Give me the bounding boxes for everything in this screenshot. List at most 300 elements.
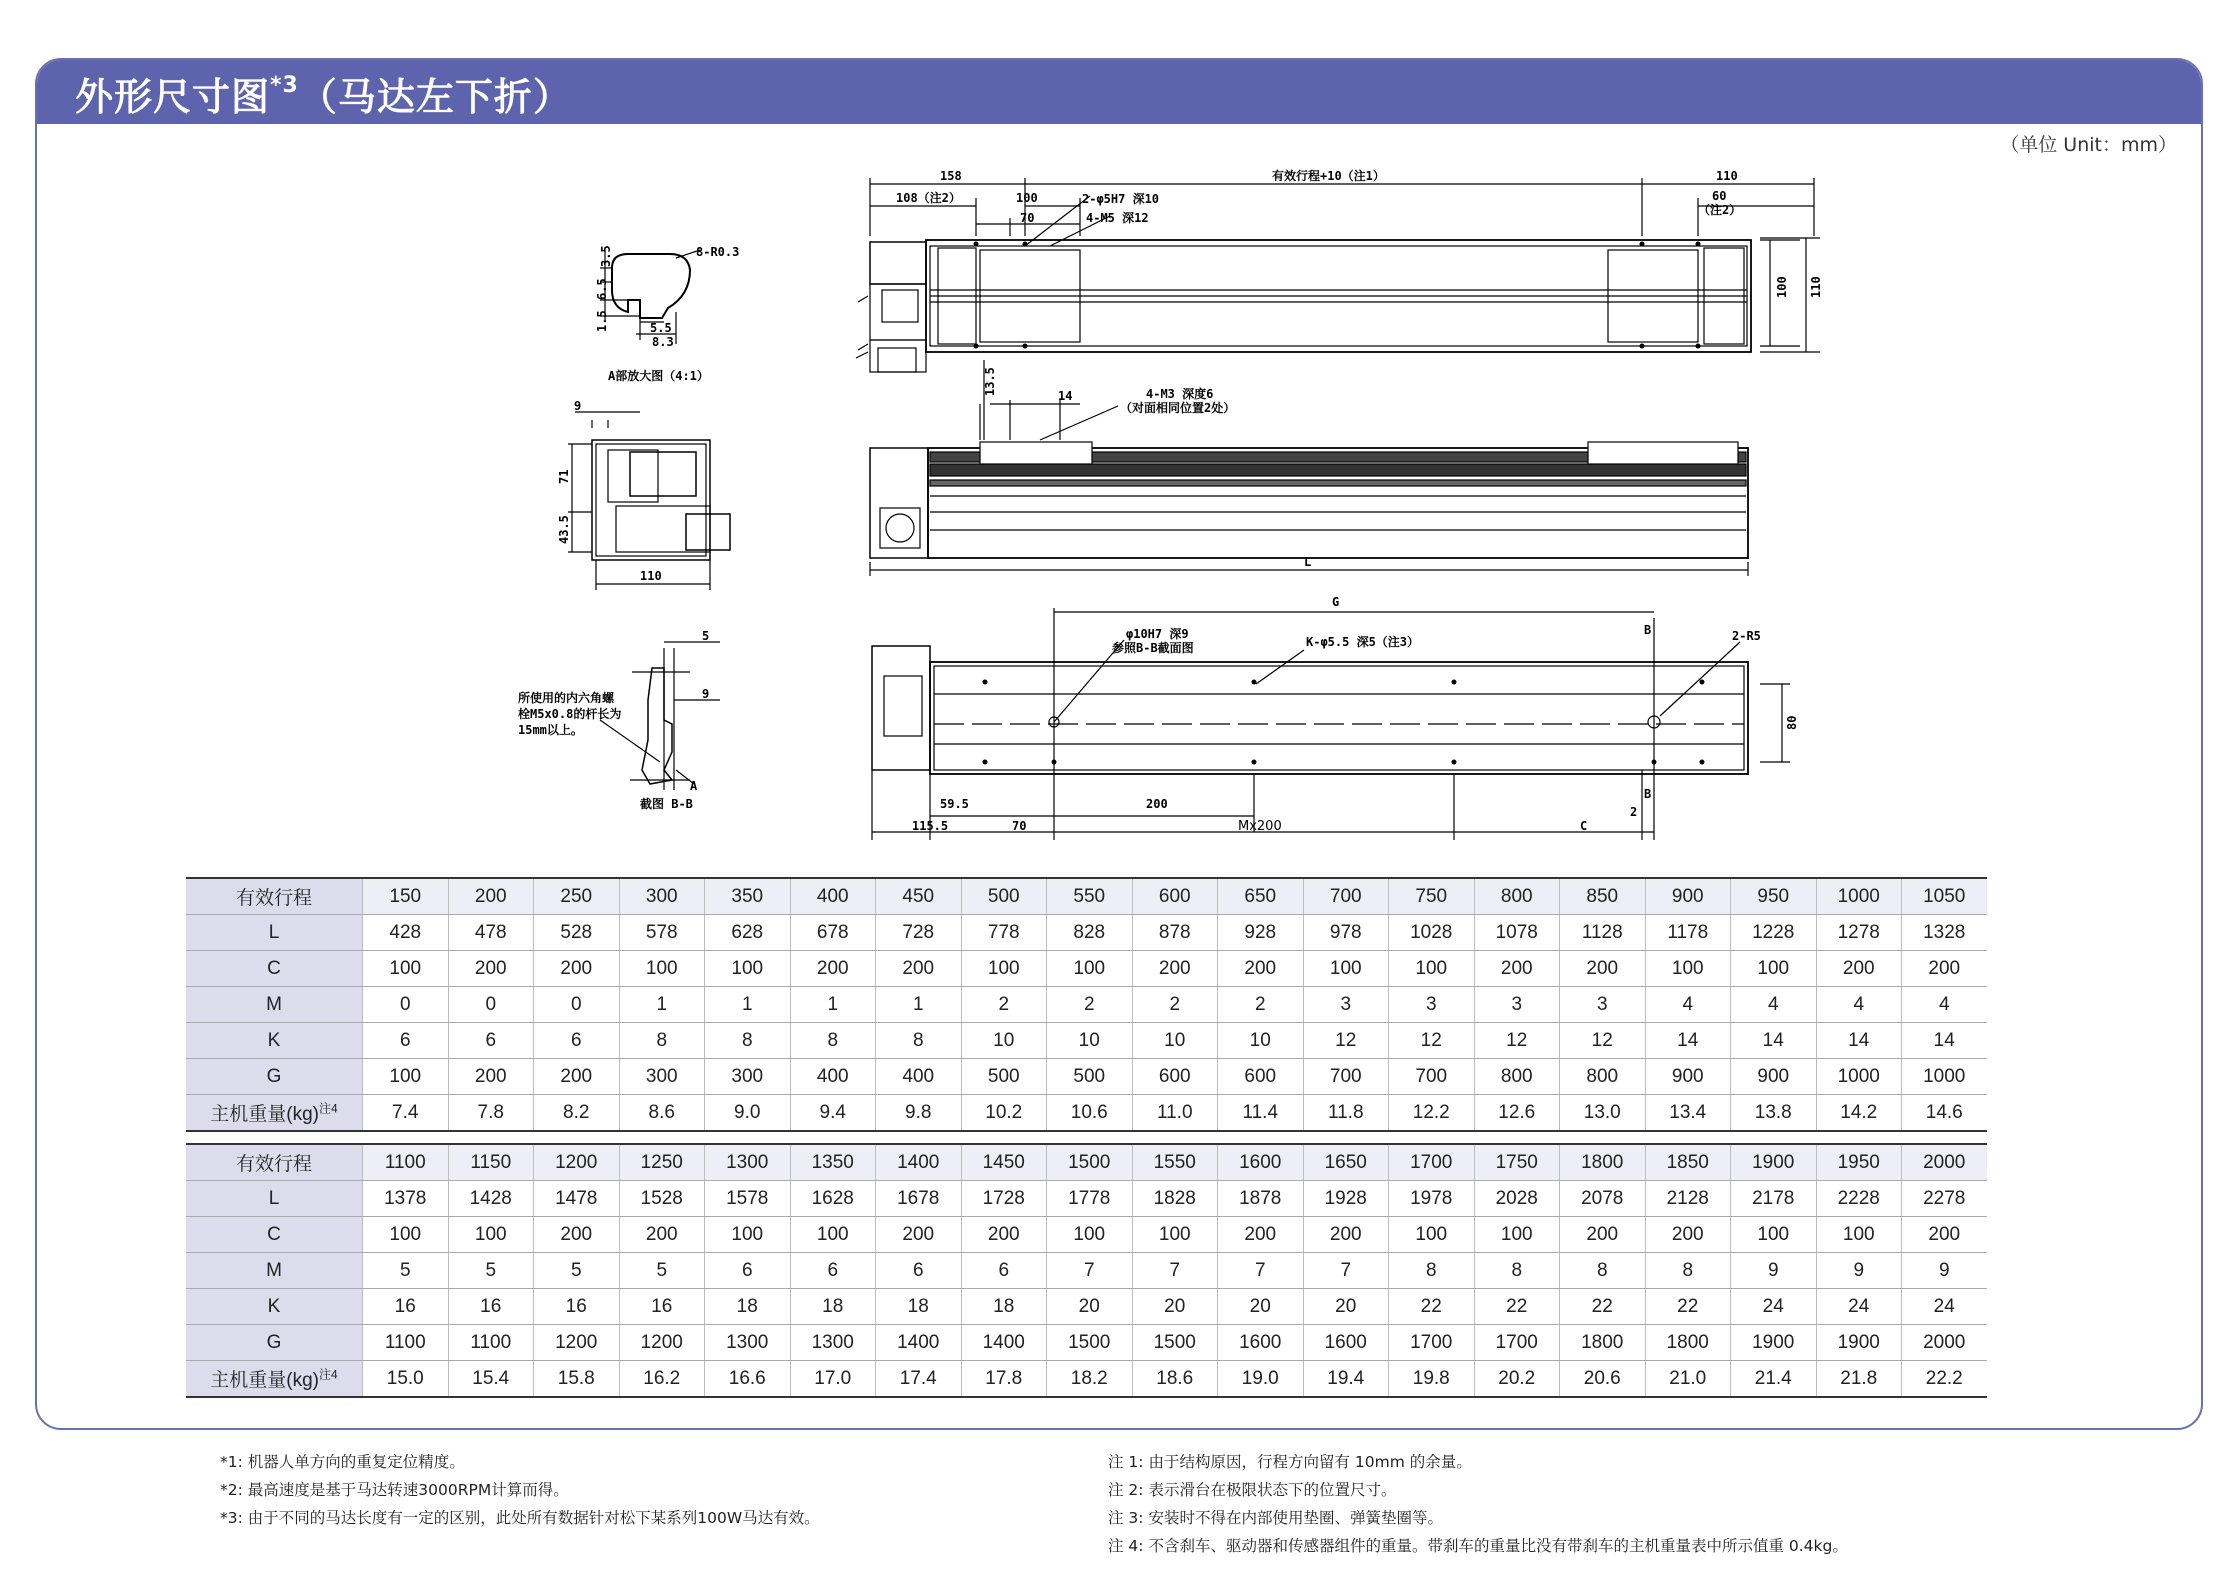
- table-cell: 1778: [1047, 1181, 1133, 1217]
- bottom-dim: 70: [1012, 819, 1027, 833]
- table-cell: 24: [1731, 1289, 1817, 1325]
- table-cell: 200: [1303, 1217, 1389, 1253]
- table-cell: 650: [1218, 878, 1304, 915]
- table-cell: 100: [1047, 1217, 1133, 1253]
- footnote: *2: 最高速度是基于马达转速3000RPM计算而得。: [220, 1481, 569, 1499]
- table-cell: 10: [1218, 1023, 1304, 1059]
- table-cell: 18.6: [1132, 1361, 1218, 1398]
- table-cell: 1800: [1560, 1325, 1646, 1361]
- table-cell: 1328: [1902, 915, 1987, 951]
- table-cell: 1978: [1389, 1181, 1475, 1217]
- top-dim: 100: [1016, 191, 1038, 205]
- table-cell: 12: [1560, 1023, 1646, 1059]
- table-cell: 200: [1218, 1217, 1304, 1253]
- section-note: 栓M5x0.8的杆长为: [518, 707, 622, 721]
- table-row: [186, 1361, 1987, 1398]
- table-cell: 750: [1389, 878, 1475, 915]
- row-label: K: [186, 1023, 363, 1059]
- table-cell: 800: [1474, 1059, 1560, 1095]
- table-cell: 200: [790, 951, 876, 987]
- table-cell: 428: [363, 915, 449, 951]
- top-dim: 110: [1809, 276, 1823, 298]
- table-cell: 14.2: [1816, 1095, 1902, 1132]
- table-cell: 1500: [1047, 1144, 1133, 1181]
- top-dim: 108（注2）: [896, 191, 961, 205]
- top-dim: （注2）: [1698, 203, 1742, 217]
- table-cell: 20: [1303, 1289, 1389, 1325]
- row-label: C: [186, 1217, 363, 1253]
- table-cell: 8: [1560, 1253, 1646, 1289]
- table-cell: 1500: [1047, 1325, 1133, 1361]
- detail-dim: 6.5: [595, 278, 609, 300]
- table-cell: 20: [1047, 1289, 1133, 1325]
- table-cell: 200: [961, 1217, 1047, 1253]
- table-cell: 2000: [1902, 1144, 1987, 1181]
- table-row: [186, 1217, 1987, 1253]
- table-cell: 1950: [1816, 1144, 1902, 1181]
- table-cell: 1600: [1218, 1325, 1304, 1361]
- table-cell: 10: [1132, 1023, 1218, 1059]
- bottom-d80: 80: [1785, 715, 1799, 730]
- table-cell: 4: [1645, 987, 1731, 1023]
- table-cell: 300: [619, 878, 705, 915]
- table-cell: 9.0: [705, 1095, 791, 1132]
- table-cell: 1500: [1132, 1325, 1218, 1361]
- table-cell: 100: [363, 1217, 449, 1253]
- row-label: 主机重量(kg)$^{注4}$: [186, 1361, 363, 1398]
- table-cell: 12: [1303, 1023, 1389, 1059]
- table-row: [186, 915, 1987, 951]
- table-cell: 7: [1132, 1253, 1218, 1289]
- row-label: 主机重量(kg)$^{注4}$: [186, 1095, 363, 1132]
- table-cell: 11.8: [1303, 1095, 1389, 1132]
- table-cell: 2028: [1474, 1181, 1560, 1217]
- table-cell: 15.8: [534, 1361, 620, 1398]
- table-cell: 578: [619, 915, 705, 951]
- table-cell: 9: [1731, 1253, 1817, 1289]
- footnote: 注 2: 表示滑台在极限状态下的位置尺寸。: [1108, 1481, 1397, 1499]
- table-cell: 500: [961, 1059, 1047, 1095]
- table-cell: 400: [790, 1059, 876, 1095]
- row-label: K: [186, 1289, 363, 1325]
- table-cell: 18.2: [1047, 1361, 1133, 1398]
- table-cell: 17.8: [961, 1361, 1047, 1398]
- footnote: 注 4: 不含刹车、驱动器和传感器组件的重量。带刹车的重量比没有带刹车的主机重量表中所示值重 0.4kg。: [1108, 1537, 1848, 1555]
- table-cell: 18: [876, 1289, 962, 1325]
- table-row: [186, 1095, 1987, 1132]
- footnote: *3: 由于不同的马达长度有一定的区别，此处所有数据针对松下某系列100W马达有效。: [220, 1509, 820, 1527]
- table-cell: 7.4: [363, 1095, 449, 1132]
- table-cell: 1700: [1389, 1144, 1475, 1181]
- side-L: L: [1304, 555, 1312, 569]
- top-dim: 100: [1775, 276, 1789, 298]
- table-cell: 100: [705, 951, 791, 987]
- table-cell: 12: [1389, 1023, 1475, 1059]
- table-cell: 22.2: [1902, 1361, 1987, 1398]
- top-hole: 4-M5 深12: [1086, 211, 1149, 225]
- table-cell: 6: [534, 1023, 620, 1059]
- side-m3: 4-M3 深度6: [1146, 387, 1214, 401]
- table-cell: 100: [961, 951, 1047, 987]
- table-cell: 8.6: [619, 1095, 705, 1132]
- table-cell: 200: [1218, 951, 1304, 987]
- table-cell: 14: [1731, 1023, 1817, 1059]
- table-cell: 700: [1389, 1059, 1475, 1095]
- table-cell: 3: [1560, 987, 1646, 1023]
- end-dim: 110: [640, 569, 662, 583]
- bottom-B: B: [1644, 787, 1652, 801]
- bottom-c: C: [1580, 819, 1588, 833]
- detail-dim: 3.5: [599, 245, 613, 267]
- table-cell: 7.8: [448, 1095, 534, 1132]
- table-cell: 2: [1047, 987, 1133, 1023]
- table-cell: 6: [363, 1023, 449, 1059]
- table-cell: 1200: [534, 1325, 620, 1361]
- table-cell: 1800: [1560, 1144, 1646, 1181]
- table-cell: 1350: [790, 1144, 876, 1181]
- table-cell: 18: [705, 1289, 791, 1325]
- table-row: [186, 987, 1987, 1023]
- table-cell: 1678: [876, 1181, 962, 1217]
- table-cell: 5: [619, 1253, 705, 1289]
- table-cell: 200: [448, 1059, 534, 1095]
- table-cell: 1528: [619, 1181, 705, 1217]
- table-cell: 20: [1218, 1289, 1304, 1325]
- table-cell: 6: [961, 1253, 1047, 1289]
- table-cell: 200: [1560, 1217, 1646, 1253]
- side-m3: （对面相同位置2处）: [1120, 401, 1236, 415]
- table-cell: 1: [790, 987, 876, 1023]
- end-view-drawing: [568, 412, 730, 590]
- table-cell: 7: [1218, 1253, 1304, 1289]
- table-cell: 18: [790, 1289, 876, 1325]
- section-note: 15mm以上。: [518, 723, 583, 737]
- spec-table-1: [186, 877, 1987, 1132]
- table-cell: 200: [1902, 951, 1987, 987]
- row-label: M: [186, 1253, 363, 1289]
- side-view-drawing: [870, 360, 1748, 576]
- table-cell: 1200: [534, 1144, 620, 1181]
- table-cell: 200: [1902, 1217, 1987, 1253]
- table-cell: 6: [876, 1253, 962, 1289]
- table-cell: 978: [1303, 915, 1389, 951]
- footnotes-right: [1108, 1448, 1848, 1560]
- table-cell: 2228: [1816, 1181, 1902, 1217]
- table-cell: 5: [363, 1253, 449, 1289]
- table-cell: 8: [619, 1023, 705, 1059]
- table-cell: 1878: [1218, 1181, 1304, 1217]
- table-cell: 2178: [1731, 1181, 1817, 1217]
- table-cell: 1900: [1731, 1325, 1817, 1361]
- table-cell: 100: [1389, 951, 1475, 987]
- table-cell: 800: [1560, 1059, 1646, 1095]
- table-cell: 2: [1218, 987, 1304, 1023]
- table-cell: 100: [1816, 1217, 1902, 1253]
- table-cell: 21.0: [1645, 1361, 1731, 1398]
- table-cell: 200: [619, 1217, 705, 1253]
- table-cell: 200: [534, 951, 620, 987]
- table-cell: 22: [1389, 1289, 1475, 1325]
- table-cell: 900: [1731, 1059, 1817, 1095]
- table-cell: 13.0: [1560, 1095, 1646, 1132]
- table-cell: 728: [876, 915, 962, 951]
- table-cell: 500: [961, 878, 1047, 915]
- table-cell: 100: [1645, 951, 1731, 987]
- top-dim: 70: [1020, 211, 1035, 225]
- table-cell: 21.8: [1816, 1361, 1902, 1398]
- footnotes-left: [220, 1448, 820, 1532]
- table-cell: 2128: [1645, 1181, 1731, 1217]
- table-cell: 8: [790, 1023, 876, 1059]
- table-cell: 100: [448, 1217, 534, 1253]
- table-cell: 8: [1389, 1253, 1475, 1289]
- table-cell: 6: [448, 1023, 534, 1059]
- table-cell: 16: [363, 1289, 449, 1325]
- table-cell: 200: [448, 951, 534, 987]
- table-cell: 528: [534, 915, 620, 951]
- table-cell: 11.4: [1218, 1095, 1304, 1132]
- unit-label: （单位 Unit：mm）: [2000, 134, 2177, 156]
- table-cell: 9.8: [876, 1095, 962, 1132]
- table-cell: 8: [1645, 1253, 1731, 1289]
- table-cell: 200: [1816, 951, 1902, 987]
- table-cell: 200: [1474, 951, 1560, 987]
- row-label: C: [186, 951, 363, 987]
- table-cell: 16: [448, 1289, 534, 1325]
- bottom-mx: Mx200: [1238, 819, 1282, 834]
- top-dim: 158: [940, 169, 962, 183]
- table-cell: 550: [1047, 878, 1133, 915]
- table-cell: 5: [534, 1253, 620, 1289]
- table-row: [186, 951, 1987, 987]
- table-row: [186, 1059, 1987, 1095]
- table-cell: 1578: [705, 1181, 791, 1217]
- table-cell: 300: [705, 1059, 791, 1095]
- footnote: 注 1: 由于结构原因，行程方向留有 10mm 的余量。: [1108, 1453, 1472, 1471]
- table-cell: 600: [1132, 878, 1218, 915]
- table-cell: 1700: [1389, 1325, 1475, 1361]
- table-cell: 200: [534, 1059, 620, 1095]
- table-cell: 22: [1474, 1289, 1560, 1325]
- table-cell: 6: [705, 1253, 791, 1289]
- table-cell: 450: [876, 878, 962, 915]
- table-cell: 200: [876, 951, 962, 987]
- table-cell: 4: [1902, 987, 1987, 1023]
- table-cell: 15.0: [363, 1361, 449, 1398]
- side-dim: 13.5: [983, 367, 997, 396]
- table-cell: 100: [363, 951, 449, 987]
- table-cell: 1450: [961, 1144, 1047, 1181]
- table-cell: 478: [448, 915, 534, 951]
- table-cell: 1478: [534, 1181, 620, 1217]
- table-cell: 24: [1816, 1289, 1902, 1325]
- section-label-a: A: [690, 779, 698, 793]
- table-cell: 2000: [1902, 1325, 1987, 1361]
- table-cell: 1300: [705, 1144, 791, 1181]
- table-cell: 200: [534, 1217, 620, 1253]
- table-cell: 1600: [1303, 1325, 1389, 1361]
- table-cell: 1750: [1474, 1144, 1560, 1181]
- table-cell: 1000: [1816, 1059, 1902, 1095]
- row-label: 有效行程: [186, 878, 363, 915]
- table-cell: 700: [1303, 878, 1389, 915]
- detail-dim: 8.3: [652, 335, 674, 349]
- table-cell: 16: [534, 1289, 620, 1325]
- table-cell: 17.0: [790, 1361, 876, 1398]
- detail-dim: 1.5: [595, 310, 609, 332]
- table-cell: 1400: [876, 1144, 962, 1181]
- table-cell: 19.4: [1303, 1361, 1389, 1398]
- table-cell: 1300: [790, 1325, 876, 1361]
- table-cell: 21.4: [1731, 1361, 1817, 1398]
- table-cell: 3: [1303, 987, 1389, 1023]
- table-cell: 350: [705, 878, 791, 915]
- table-cell: 19.0: [1218, 1361, 1304, 1398]
- table-cell: 13.8: [1731, 1095, 1817, 1132]
- table-cell: 778: [961, 915, 1047, 951]
- table-cell: 1128: [1560, 915, 1646, 951]
- table-cell: 2: [961, 987, 1047, 1023]
- table-cell: 4: [1731, 987, 1817, 1023]
- table-cell: 1900: [1731, 1144, 1817, 1181]
- table-cell: 3: [1474, 987, 1560, 1023]
- table-cell: 100: [1047, 951, 1133, 987]
- section-note: 所使用的内六角螺: [518, 691, 615, 705]
- table-cell: 24: [1902, 1289, 1987, 1325]
- table-cell: 600: [1132, 1059, 1218, 1095]
- table-cell: 500: [1047, 1059, 1133, 1095]
- bottom-r5: 2-R5: [1732, 629, 1761, 643]
- table-cell: 10.6: [1047, 1095, 1133, 1132]
- table-cell: 16.6: [705, 1361, 791, 1398]
- table-cell: 14.6: [1902, 1095, 1987, 1132]
- table-cell: 1150: [448, 1144, 534, 1181]
- row-label: G: [186, 1059, 363, 1095]
- table-cell: 1100: [448, 1325, 534, 1361]
- table-row: [186, 878, 1987, 915]
- row-label: L: [186, 915, 363, 951]
- table-cell: 1700: [1474, 1325, 1560, 1361]
- table-cell: 1650: [1303, 1144, 1389, 1181]
- table-cell: 18: [961, 1289, 1047, 1325]
- bottom-G: G: [1332, 595, 1340, 609]
- table-cell: 100: [1132, 1217, 1218, 1253]
- table-cell: 8: [705, 1023, 791, 1059]
- footnote: *1: 机器人单方向的重复定位精度。: [220, 1453, 465, 1471]
- table-cell: 600: [1218, 1059, 1304, 1095]
- table-cell: 1550: [1132, 1144, 1218, 1181]
- table-cell: 100: [705, 1217, 791, 1253]
- table-row: [186, 1144, 1987, 1181]
- table-cell: 13.4: [1645, 1095, 1731, 1132]
- table-row: [186, 1023, 1987, 1059]
- side-dim: 14: [1058, 389, 1073, 403]
- table-cell: 800: [1474, 878, 1560, 915]
- table-cell: 2078: [1560, 1181, 1646, 1217]
- table-cell: 1800: [1645, 1325, 1731, 1361]
- table-cell: 16.2: [619, 1361, 705, 1398]
- table-cell: 1100: [363, 1325, 449, 1361]
- table-cell: 1928: [1303, 1181, 1389, 1217]
- table-cell: 300: [619, 1059, 705, 1095]
- table-cell: 100: [1731, 1217, 1817, 1253]
- table-cell: 1828: [1132, 1181, 1218, 1217]
- table-cell: 1250: [619, 1144, 705, 1181]
- table-cell: 100: [1303, 951, 1389, 987]
- table-cell: 1278: [1816, 915, 1902, 951]
- table-cell: 20.6: [1560, 1361, 1646, 1398]
- table-cell: 100: [619, 951, 705, 987]
- table-cell: 628: [705, 915, 791, 951]
- table-cell: 100: [363, 1059, 449, 1095]
- bottom-B: B: [1644, 623, 1652, 637]
- table-cell: 1228: [1731, 915, 1817, 951]
- table-row: [186, 1181, 1987, 1217]
- row-label: M: [186, 987, 363, 1023]
- bottom-dim: 59.5: [940, 797, 969, 811]
- top-hole: 2-φ5H7 深10: [1082, 192, 1160, 206]
- table-cell: 10: [961, 1023, 1047, 1059]
- table-cell: 16: [619, 1289, 705, 1325]
- end-dim: 71: [557, 469, 571, 484]
- table-cell: 8.2: [534, 1095, 620, 1132]
- bottom-holes: K-φ5.5 深5（注3）: [1306, 635, 1420, 649]
- table-cell: 14: [1816, 1023, 1902, 1059]
- table-cell: 1028: [1389, 915, 1475, 951]
- table-cell: 17.4: [876, 1361, 962, 1398]
- table-cell: 1: [876, 987, 962, 1023]
- table-cell: 900: [1645, 878, 1731, 915]
- table-cell: 12.2: [1389, 1095, 1475, 1132]
- bottom-d2: 2: [1630, 805, 1638, 819]
- row-label: G: [186, 1325, 363, 1361]
- detail-caption: A部放大图（4:1）: [608, 369, 709, 383]
- table-cell: 250: [534, 878, 620, 915]
- end-dim: 9: [574, 399, 582, 413]
- table-cell: 1378: [363, 1181, 449, 1217]
- top-dim: 60: [1712, 189, 1727, 203]
- table-cell: 7: [1047, 1253, 1133, 1289]
- footnote: 注 3: 安装时不得在内部使用垫圈、弹簧垫圈等。: [1108, 1509, 1443, 1527]
- table-cell: 100: [1474, 1217, 1560, 1253]
- spec-table-2: [186, 1143, 1987, 1398]
- table-cell: 5: [448, 1253, 534, 1289]
- table-cell: 100: [1389, 1217, 1475, 1253]
- table-row: [186, 1289, 1987, 1325]
- table-cell: 200: [1560, 951, 1646, 987]
- table-cell: 22: [1560, 1289, 1646, 1325]
- table-cell: 928: [1218, 915, 1304, 951]
- table-cell: 1078: [1474, 915, 1560, 951]
- table-cell: 12.6: [1474, 1095, 1560, 1132]
- detail-dim: 5.5: [650, 321, 672, 335]
- table-cell: 0: [363, 987, 449, 1023]
- bottom-pin: 参照B-B截面图: [1112, 641, 1194, 655]
- table-cell: 878: [1132, 915, 1218, 951]
- table-cell: 1000: [1816, 878, 1902, 915]
- table-cell: 700: [1303, 1059, 1389, 1095]
- table-cell: 1400: [961, 1325, 1047, 1361]
- table-cell: 200: [448, 878, 534, 915]
- table-cell: 8: [1474, 1253, 1560, 1289]
- table-cell: 22: [1645, 1289, 1731, 1325]
- table-cell: 1628: [790, 1181, 876, 1217]
- table-cell: 850: [1560, 878, 1646, 915]
- page-title: 外形尺寸图$^{*3}$（马达左下折）: [75, 73, 572, 119]
- table-cell: 400: [790, 878, 876, 915]
- table-cell: 12: [1474, 1023, 1560, 1059]
- table-cell: 20: [1132, 1289, 1218, 1325]
